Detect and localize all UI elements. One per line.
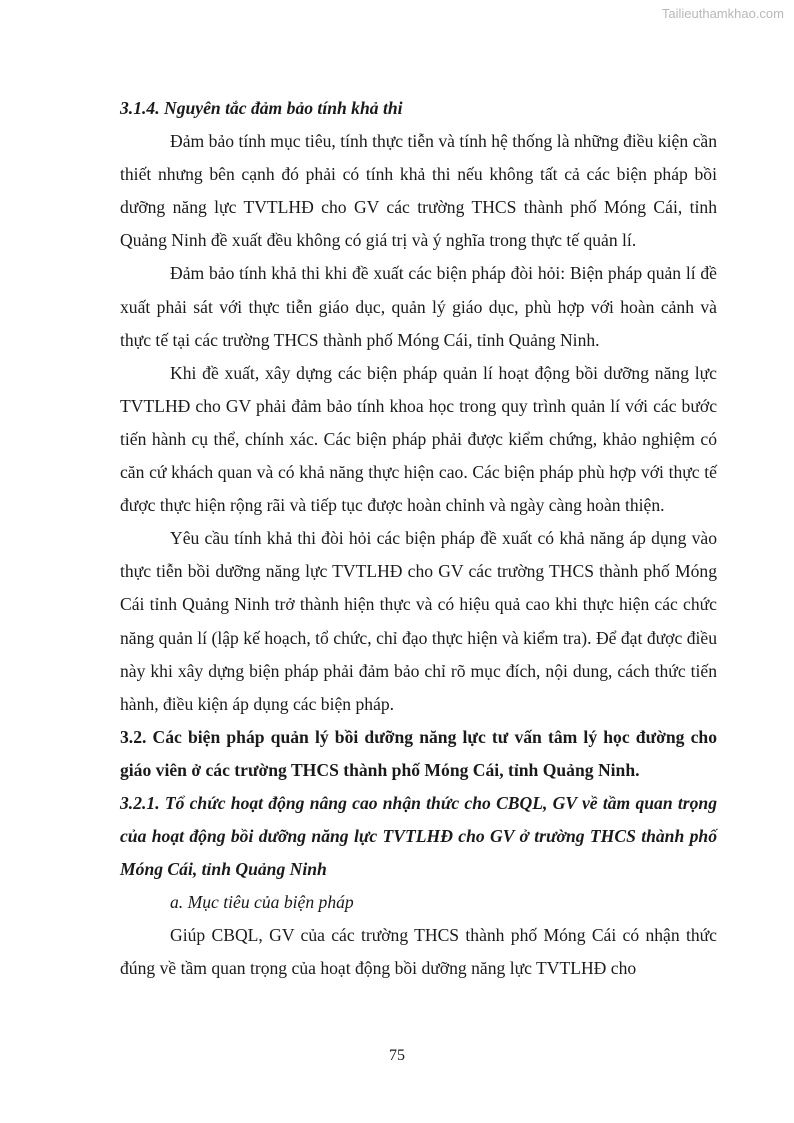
- subheading-a: a. Mục tiêu của biện pháp: [170, 892, 354, 913]
- page-number: 75: [389, 1047, 405, 1064]
- paragraph: Yêu cầu tính khả thi đòi hỏi các biện pháp đề xuất có khả năng áp dụng vào thực tiễn bồi dưỡng năng lực TVTLHĐ cho GV các trường THCS thành phố Móng Cái tỉnh Quảng Ninh trở thành hiện thực và có hiệu quả cao khi thực hiện các chức năng quản lí (lập kế hoạch, tổ chức, chỉ đạo thực hiện và kiểm tra). Để đạt được điều này khi xây dựng biện pháp phải đảm bảo chỉ rõ mục đích, nội dung, cách thức tiến hành, điều kiện áp dụng các biện pháp.: [120, 528, 717, 714]
- page-body: [120, 92, 717, 986]
- watermark-text: Tailieuthamkhao.com: [661, 6, 784, 21]
- heading-3-2-1: 3.2.1. Tổ chức hoạt động nâng cao nhận thức cho CBQL, GV về tầm quan trọng của hoạt động bồi dưỡng năng lực TVTLHĐ cho GV ở trường THCS thành phố Móng Cái, tỉnh Quảng Ninh: [120, 792, 717, 880]
- paragraph: Khi đề xuất, xây dựng các biện pháp quản lí hoạt động bồi dưỡng năng lực TVTLHĐ cho GV phải đảm bảo tính khoa học trong quy trình quản lí với các bước tiến hành cụ thể, chính xác. Các biện pháp phải được kiểm chứng, khảo nghiệm có căn cứ khách quan và có khả năng thực hiện cao. Các biện pháp phù hợp với thực tế được thực hiện rộng rãi và tiếp tục được hoàn chỉnh và ngày càng hoàn thiện.: [120, 362, 717, 516]
- paragraph: Đảm bảo tính mục tiêu, tính thực tiễn và tính hệ thống là những điều kiện cần thiết nhưng bên cạnh đó phải có tính khả thi nếu không tất cả các biện pháp bồi dưỡng năng lực TVTLHĐ cho GV các trường THCS thành phố Móng Cái, tỉnh Quảng Ninh đề xuất đều không có giá trị và ý nghĩa trong thực tế quản lí.: [120, 131, 717, 251]
- heading-3-1-4: 3.1.4. Nguyên tắc đảm bảo tính khả thi: [120, 98, 403, 118]
- paragraph: Giúp CBQL, GV của các trường THCS thành phố Móng Cái có nhận thức đúng về tầm quan trọng của hoạt động bồi dưỡng năng lực TVTLHĐ cho: [120, 925, 717, 979]
- paragraph: Đảm bảo tính khả thi khi đề xuất các biện pháp đòi hỏi: Biện pháp quản lí đề xuất phải sát với thực tiễn giáo dục, quản lý giáo dục, phù hợp với hoàn cảnh và thực tế tại các trường THCS thành phố Móng Cái, tỉnh Quảng Ninh.: [120, 263, 717, 350]
- heading-3-2: 3.2. Các biện pháp quản lý bồi dưỡng năng lực tư vấn tâm lý học đường cho giáo viên ở các trường THCS thành phố Móng Cái, tỉnh Quảng Ninh.: [120, 726, 717, 780]
